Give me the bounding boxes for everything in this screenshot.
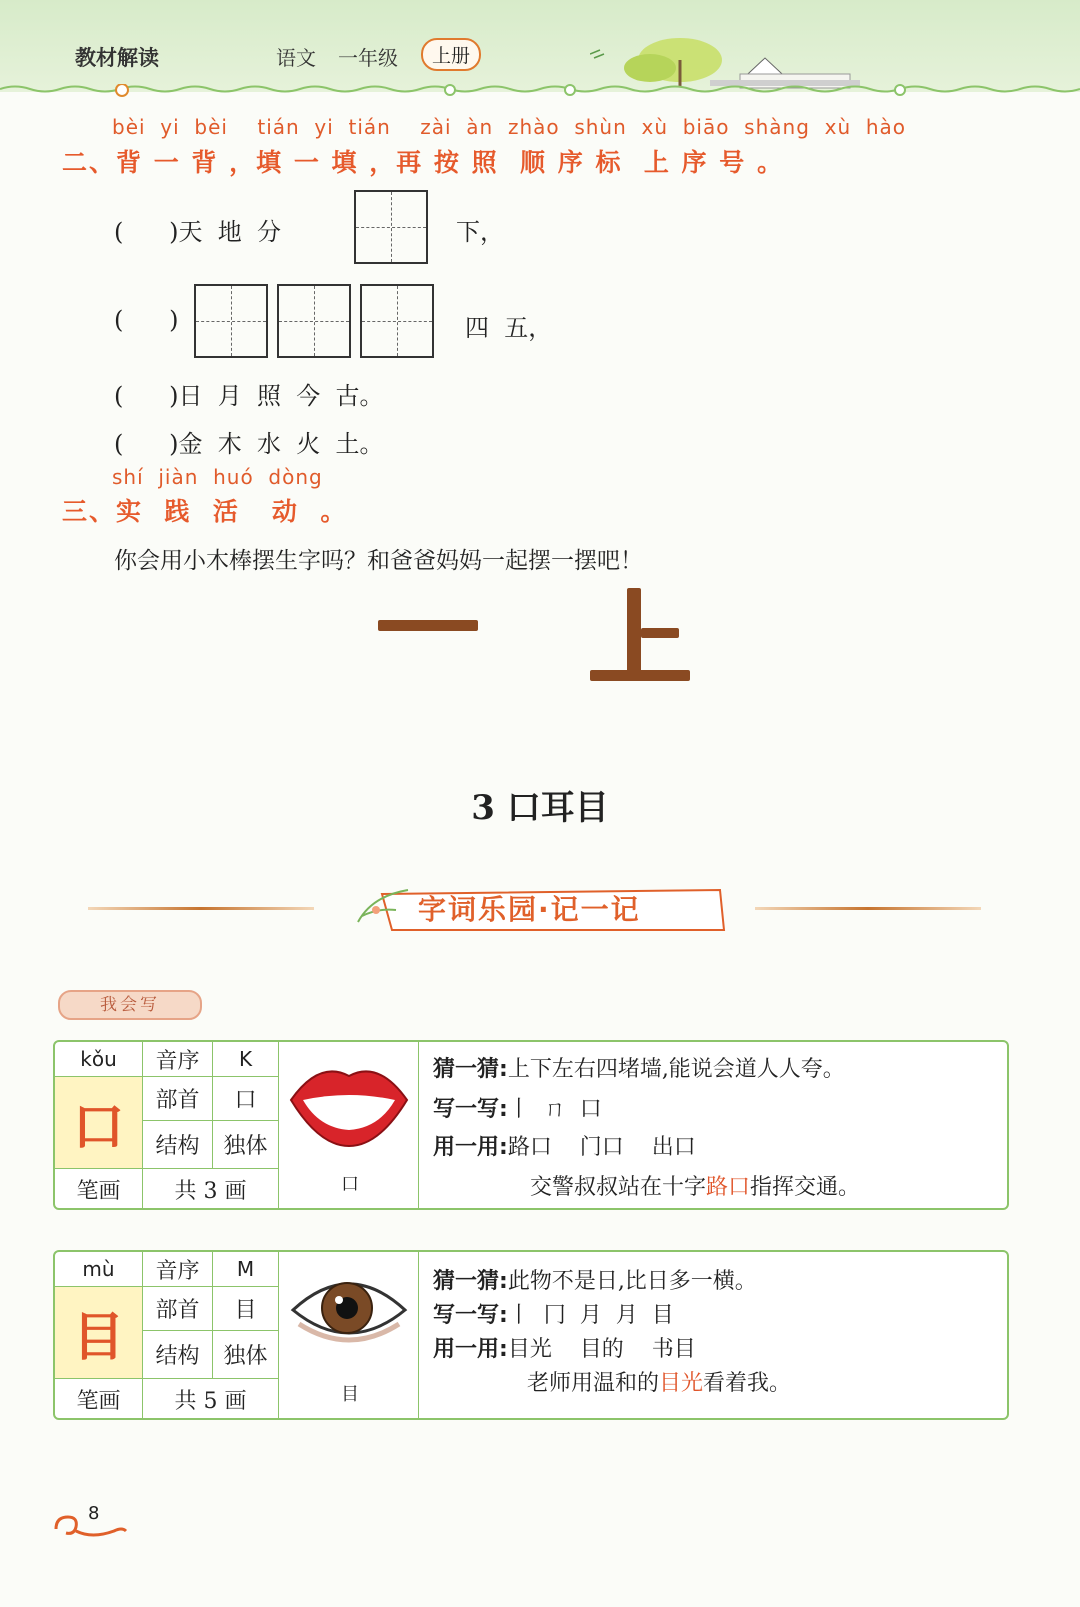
section2-heading: 二、背 一 背 ，填 一 填 ，再 按 照 顺 序 标 上 序 号 。 [62,148,784,177]
sentence-part: 老师用温和的 [527,1371,660,1396]
order-label: 音序 [143,1252,213,1287]
exercise-line-4: ( )金 木 水 火 土。 [114,430,384,458]
use-row [433,1332,696,1363]
lesson-title: 3 口耳目 [471,788,609,828]
use-label: 用一用: [433,1337,508,1362]
char-display: 口 [55,1077,143,1169]
example-sentence [530,1170,860,1201]
stick-character-yi [378,620,478,631]
activity-instruction: 你会用小木棒摆生字吗？和爸爸妈妈一起摆一摆吧！ [114,548,643,574]
radical-value: 目 [213,1287,279,1331]
section3-pinyin: shí jiàn huó dòng [112,465,323,489]
section2-pinyin: bèi yi bèi tián yi tián zài àn zhào shùn xù biāo shàng xù hào [112,115,907,139]
word-examples: 目光 目的 书目 [507,1337,696,1362]
image-cell [279,1252,419,1419]
exercise-line-1-end: 下， [456,218,504,246]
banner-line-right [755,907,981,910]
grade-label: 一年级 [338,46,398,70]
radical-label: 部首 [143,1077,213,1121]
order-value: M [213,1252,279,1287]
image-cell [279,1042,419,1209]
writing-grid-box[interactable] [277,284,351,358]
guess-label: 猜一猜: [433,1057,508,1082]
write-label: 写一写: [433,1097,508,1122]
header-divider [0,84,1080,98]
book-title: 教材解读 [75,46,159,70]
strokes-value: 共 5 画 [143,1379,279,1419]
character-card-mu [53,1250,1009,1420]
writing-grid-box[interactable] [194,284,268,358]
write-row [433,1298,674,1329]
sentence-part: 看着我。 [703,1371,792,1396]
guess-row [433,1052,845,1083]
structure-value: 独体 [213,1331,279,1379]
strokes-value: 共 3 画 [143,1169,279,1209]
guess-row [433,1264,757,1295]
word-examples: 路口 门口 出口 [507,1135,696,1160]
exercise-line-3: ( )日 月 照 今 古。 [114,382,384,410]
radical-value: 口 [213,1077,279,1121]
guess-text: 此物不是日,比日多一横。 [507,1269,757,1294]
structure-label: 结构 [143,1121,213,1169]
stroke-order: 丨 ㄇ 口 [507,1097,602,1122]
exercise-line-2-end: 四 五， [465,314,553,342]
radical-label: 部首 [143,1287,213,1331]
sentence-part: 指挥交通。 [750,1175,861,1200]
exercise-line-2: ( ) [114,306,179,334]
section-tag: 我会写 [58,990,202,1020]
write-label: 写一写: [433,1303,508,1328]
image-caption: 口 [341,1174,359,1195]
write-row [433,1092,602,1123]
order-label: 音序 [143,1042,213,1077]
structure-label: 结构 [143,1331,213,1379]
char-pinyin: mù [55,1252,143,1287]
use-label: 用一用: [433,1135,508,1160]
stroke-order: 丨 冂 月 月 目 [507,1303,674,1328]
guess-label: 猜一猜: [433,1269,508,1294]
page-number-text: 8 [88,1503,100,1524]
exercise-line-1: ( )天 地 分 [114,218,282,246]
guess-text: 上下左右四堵墙,能说会道人人夸。 [507,1057,845,1082]
subject-label: 语文 [276,46,316,70]
volume-badge: 上册 [421,38,481,71]
writing-grid-box[interactable] [360,284,434,358]
image-caption: 目 [341,1384,359,1405]
order-value: K [213,1042,279,1077]
strokes-label: 笔画 [55,1169,143,1209]
house-illustration [590,30,890,92]
character-card-kou [53,1040,1009,1210]
page-number [52,1505,132,1545]
structure-value: 独体 [213,1121,279,1169]
section3-heading: 三、实 践 活 动 。 [62,497,348,526]
example-sentence [527,1366,791,1397]
char-pinyin: kǒu [55,1042,143,1077]
sentence-highlight: 路口 [706,1175,751,1200]
strokes-label: 笔画 [55,1379,143,1419]
sentence-part: 交警叔叔站在十字 [530,1175,707,1200]
use-row [433,1130,696,1161]
page-header [0,0,1080,92]
banner-line-left [88,907,314,910]
banner-title: 字词乐园·记一记 [418,893,641,926]
char-display: 目 [55,1287,143,1379]
writing-grid-box[interactable] [354,190,428,264]
sentence-highlight: 目光 [659,1371,704,1396]
